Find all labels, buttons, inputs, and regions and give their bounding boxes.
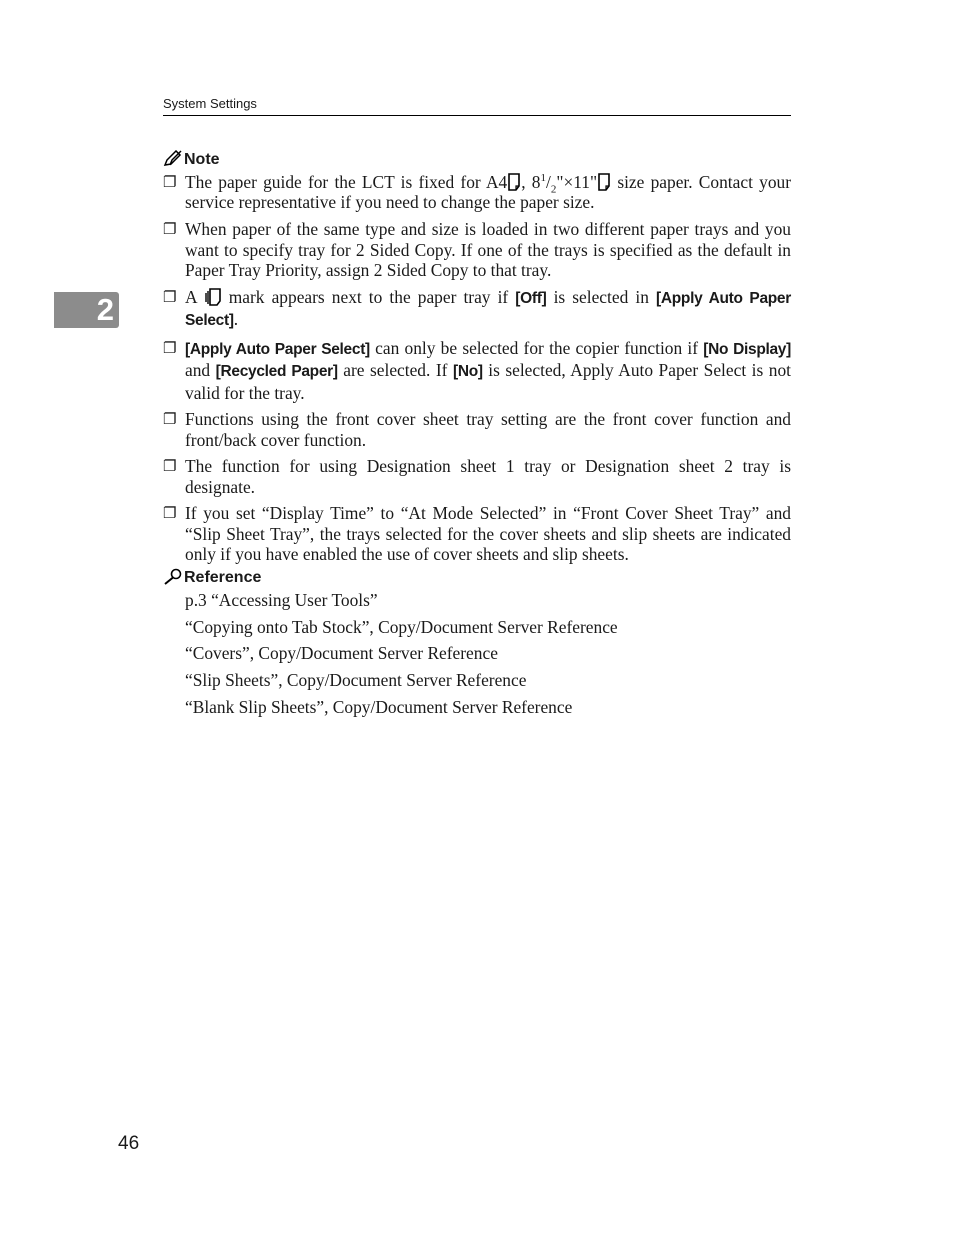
key-apply-auto-paper-select: [Apply Auto Paper Select] [185,340,370,358]
reference-list [185,590,618,724]
page-number: 46 [118,1133,140,1154]
key-no-display: [No Display] [703,340,791,358]
chapter-number: 2 [96,292,114,327]
checkbox-bullet-icon: ❐ [163,287,177,306]
reference-heading-label: Reference [184,569,262,586]
key-recycled-paper: [Recycled Paper] [215,363,338,381]
reference-item: p.3 “Accessing User Tools” [185,590,378,610]
reference-item: “Copying onto Tab Stock”, Copy/Document Server Reference [185,616,618,637]
paper-portrait-icon [507,173,521,191]
note-list [163,172,791,571]
checkbox-bullet-icon: ❐ [163,338,177,357]
checkbox-bullet-icon: ❐ [163,457,177,476]
reference-item: “Blank Slip Sheets”, Copy/Document Server Reference [185,696,573,717]
checkbox-bullet-icon: ❐ [163,220,177,239]
note-heading-label: Note [184,151,220,168]
note-item: ❐ Functions using the front cover sheet tray setting are the front cover function and front/back cover function. [163,409,791,450]
note-item: ❐ [Apply Auto Paper Select] can only be selected for the copier function if [No Display] and [Recycled Paper] are selected. If [No] is selected, Apply Auto Paper Select is not valid for the tray. [163,337,791,403]
checkbox-bullet-icon: ❐ [163,410,177,429]
chapter-tab [54,292,119,328]
key-no: [No] [452,363,483,381]
pencil-icon [163,150,183,167]
header-section-title: System Settings [163,96,257,111]
key-apply-auto-paper-select: [Apply Auto Paper Select] [185,289,791,330]
reference-item: “Covers”, Copy/Document Server Reference [185,643,498,664]
checkbox-bullet-icon: ❐ [163,504,177,523]
note-item: ❐ If you set “Display Time” to “At Mode Selected” in “Front Cover Sheet Tray” and “Slip Sheet Tray”, the trays selected for the cover sheets and slip sheets are indicated only if you have enabled the use of cover sheets and slip sheets. [163,503,791,565]
note-item: ❐ When paper of the same type and size is loaded in two different paper trays and you want to specify tray for 2 Sided Copy. If one of the trays is specified as the default in Paper Tray Priority, assign 2 Sided Copy to that tray. [163,219,791,280]
paper-portrait-icon [597,173,611,191]
note-item: ❐ The function for using Designation sheet 1 tray or Designation sheet 2 tray is designate. [163,456,791,497]
magnifier-icon [163,568,183,585]
key-off: [Off] [515,289,547,307]
reference-item: “Slip Sheets”, Copy/Document Server Reference [185,670,527,691]
note-heading [163,150,220,170]
note-item: ❐ A mark appears next to the paper tray if [Off] is selected in [Apply Auto Paper Select]. [163,286,791,330]
note-item: ❐ The paper guide for the LCT is fixed for A4 , $8^1/_2"\times 11$" size paper. Contact your service representative if you need to change the paper size. [163,172,791,213]
page-header [163,96,791,116]
reference-heading [163,568,261,588]
tray-mark-icon [204,288,222,306]
checkbox-bullet-icon: ❐ [163,173,177,191]
